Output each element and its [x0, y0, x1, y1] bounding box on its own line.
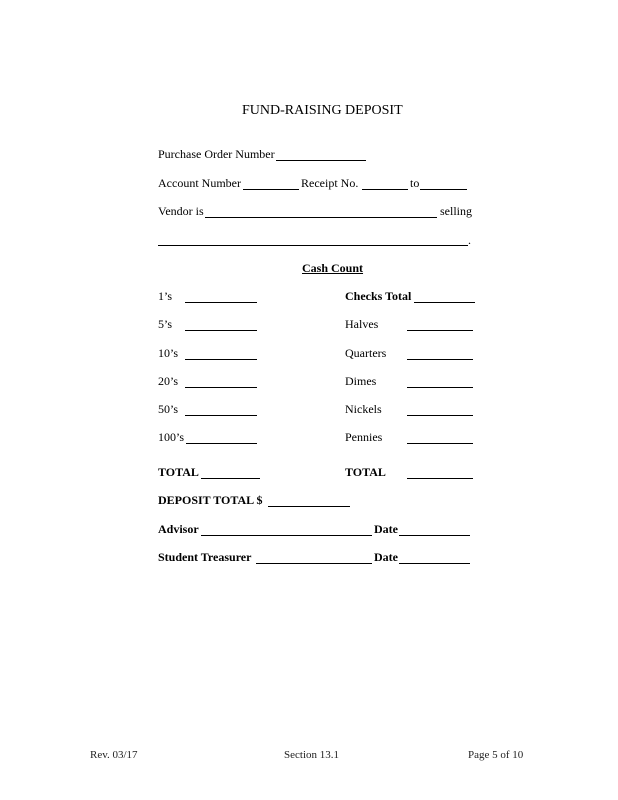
advisor-signature-field[interactable]: [201, 535, 372, 536]
bill-label: 10’s: [158, 346, 179, 360]
cash-count-heading: Cash Count: [302, 261, 364, 275]
bill-label: 1’s: [158, 289, 173, 303]
coin-label: Dimes: [345, 374, 377, 388]
bill-field[interactable]: [185, 302, 257, 303]
receipt-to-label: to: [410, 176, 420, 190]
selling-label: selling: [440, 204, 472, 218]
bill-field[interactable]: [185, 387, 257, 388]
bills-total-field[interactable]: [201, 478, 260, 479]
bill-label: 20’s: [158, 374, 179, 388]
account-number-field[interactable]: [243, 189, 299, 190]
coin-label: Halves: [345, 317, 379, 331]
receipt-number-label: Receipt No.: [301, 176, 359, 190]
purchase-order-field[interactable]: [276, 160, 366, 161]
bill-field[interactable]: [185, 330, 257, 331]
treasurer-date-field[interactable]: [399, 563, 470, 564]
bill-field[interactable]: [185, 359, 257, 360]
footer-page-number: Page 5 of 10: [468, 749, 524, 761]
coin-field[interactable]: [407, 330, 473, 331]
form-title: FUND-RAISING DEPOSIT: [242, 103, 403, 118]
coins-total-label: TOTAL: [345, 465, 386, 479]
deposit-total-field[interactable]: [268, 506, 350, 507]
coin-field[interactable]: [407, 359, 473, 360]
bill-field[interactable]: [186, 443, 257, 444]
vendor-label: Vendor is: [158, 204, 204, 218]
coins-total-field[interactable]: [407, 478, 473, 479]
bills-total-label: TOTAL: [158, 465, 199, 479]
advisor-date-label: Date: [374, 522, 398, 536]
bill-label: 5’s: [158, 317, 173, 331]
advisor-date-field[interactable]: [399, 535, 470, 536]
treasurer-label: Student Treasurer: [158, 550, 252, 564]
account-number-label: Account Number: [158, 176, 241, 190]
treasurer-signature-field[interactable]: [256, 563, 372, 564]
coin-label: Pennies: [345, 430, 383, 444]
coin-field[interactable]: [407, 443, 473, 444]
purchase-order-label: Purchase Order Number: [158, 147, 275, 161]
selling-period: .: [468, 233, 471, 247]
treasurer-date-label: Date: [374, 550, 398, 564]
coin-label: Nickels: [345, 402, 382, 416]
coin-field[interactable]: [407, 387, 473, 388]
checks-total-label: Checks Total: [345, 289, 412, 303]
footer-revision: Rev. 03/17: [90, 749, 138, 761]
deposit-total-label: DEPOSIT TOTAL $: [158, 493, 263, 507]
receipt-to-field[interactable]: [420, 189, 467, 190]
bill-label: 100’s: [158, 430, 185, 444]
selling-item-field[interactable]: [158, 245, 468, 246]
coin-label: Quarters: [345, 346, 387, 360]
vendor-field[interactable]: [205, 217, 437, 218]
receipt-from-field[interactable]: [362, 189, 408, 190]
bill-field[interactable]: [185, 415, 257, 416]
checks-total-field[interactable]: [414, 302, 475, 303]
footer-section: Section 13.1: [284, 749, 339, 761]
bill-label: 50’s: [158, 402, 179, 416]
advisor-label: Advisor: [158, 522, 199, 536]
coin-field[interactable]: [407, 415, 473, 416]
